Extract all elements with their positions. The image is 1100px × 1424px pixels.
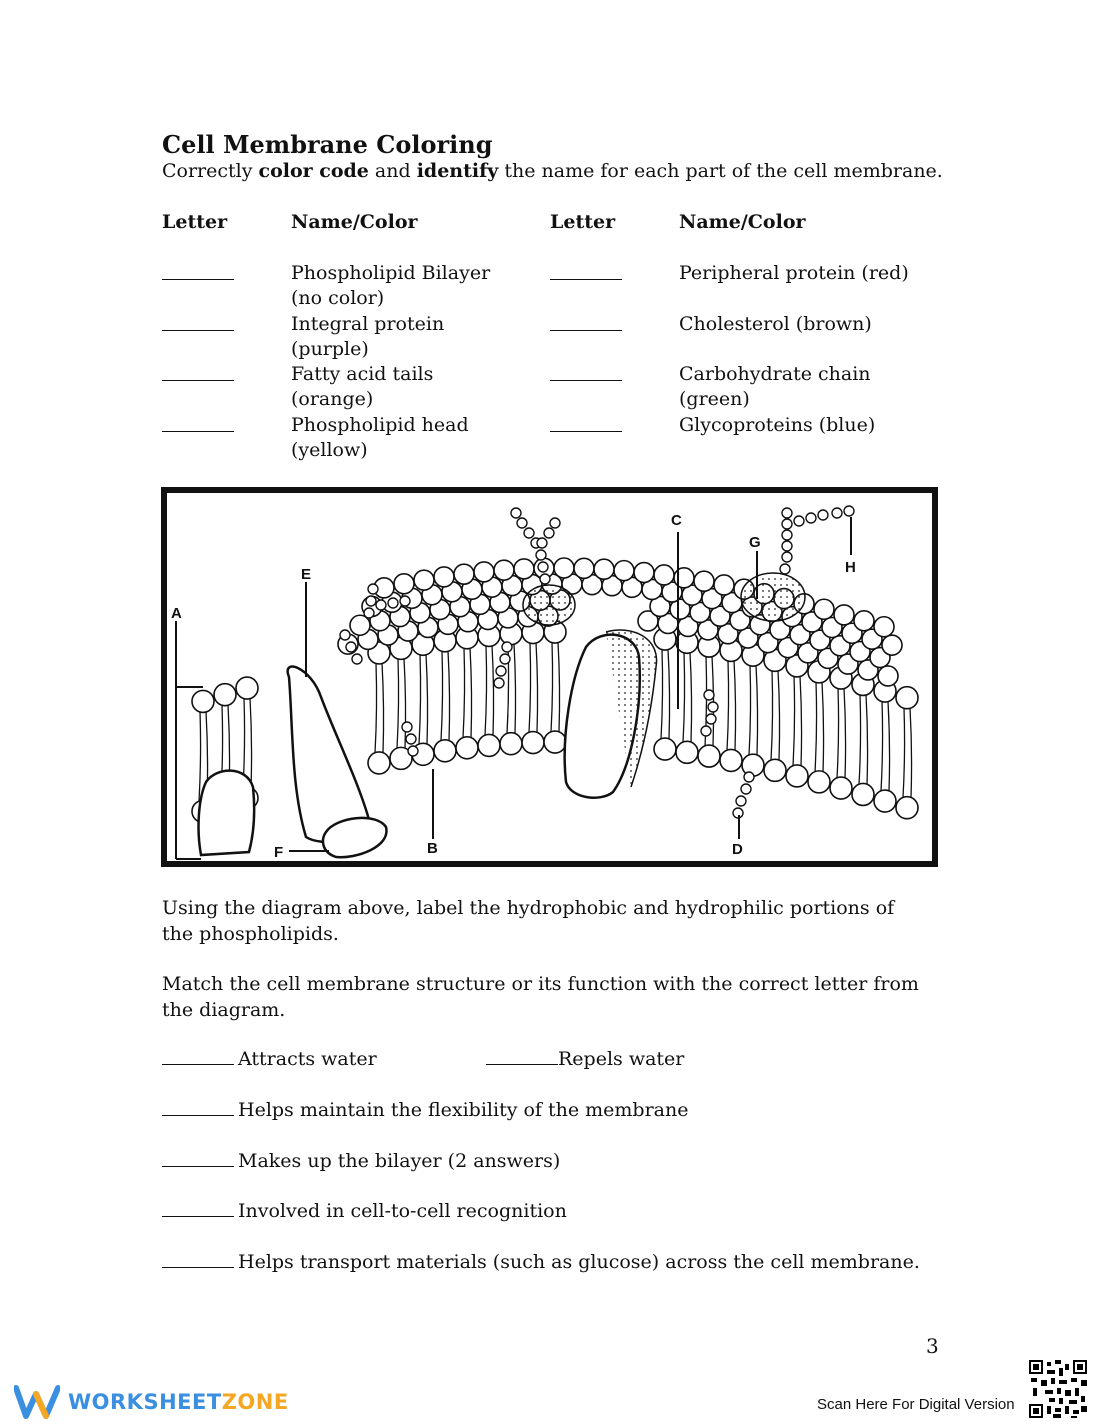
question-row: Involved in cell-to-cell recognition	[162, 1198, 567, 1224]
label-b: B	[427, 840, 438, 857]
table-row: Cholesterol (brown)	[679, 313, 872, 335]
hydro-instruction: Using the diagram above, label the hydrophobic and hydrophilic portions of the phospholipids.	[162, 897, 895, 945]
table-row: Carbohydrate chain (green)	[679, 363, 871, 410]
label-g: G	[749, 534, 761, 551]
qr-code-icon[interactable]	[1029, 1360, 1087, 1418]
label-e: E	[301, 566, 312, 583]
answer-blank[interactable]	[550, 312, 622, 335]
answer-blank[interactable]	[162, 261, 234, 284]
label-f: F	[274, 844, 284, 861]
answer-blank[interactable]	[162, 1046, 234, 1065]
answer-blank[interactable]	[486, 1046, 558, 1065]
header-letter-right: Letter	[550, 211, 616, 233]
scan-text: Scan Here For Digital Version	[817, 1396, 1015, 1413]
page-title: Cell Membrane Coloring	[162, 130, 493, 159]
brand-logo[interactable]	[14, 1382, 289, 1422]
worksheetzone-logo-icon	[14, 1384, 60, 1420]
answer-blank[interactable]	[162, 1198, 234, 1217]
answer-blank[interactable]	[162, 1148, 234, 1167]
question-row: Repels water	[486, 1046, 684, 1072]
page-number: 3	[926, 1334, 939, 1358]
answer-blank[interactable]	[162, 362, 234, 385]
table-row: Glycoproteins (blue)	[679, 414, 876, 436]
label-c: C	[671, 512, 682, 529]
match-instruction: Match the cell membrane structure or its function with the correct letter from the diagram.	[162, 973, 919, 1021]
question-row: Helps transport materials (such as glucose) across the cell membrane.	[162, 1249, 920, 1275]
table-row: Peripheral protein (red)	[679, 262, 909, 284]
brand-name-part2: ZONE	[221, 1390, 289, 1414]
label-a: A	[171, 605, 182, 622]
header-name-left: Name/Color	[291, 211, 418, 233]
question-row: Attracts water	[162, 1046, 377, 1072]
header-letter-left: Letter	[162, 211, 228, 233]
table-row: Phospholipid head (yellow)	[291, 414, 469, 461]
question-row: Helps maintain the flexibility of the membrane	[162, 1097, 688, 1123]
answer-blank[interactable]	[162, 1097, 234, 1116]
answer-blank[interactable]	[162, 312, 234, 335]
protein-left-lower	[199, 771, 255, 855]
cell-membrane-diagram	[161, 487, 938, 867]
glycoprotein	[741, 573, 805, 621]
answer-blank[interactable]	[550, 261, 622, 284]
label-d: D	[732, 841, 743, 858]
table-row: Phospholipid Bilayer (no color)	[291, 262, 491, 309]
glycoprotein	[523, 585, 575, 625]
header-name-right: Name/Color	[679, 211, 806, 233]
table-row: Integral protein (purple)	[291, 313, 445, 360]
table-row: Fatty acid tails (orange)	[291, 363, 434, 410]
question-row: Makes up the bilayer (2 answers)	[162, 1148, 560, 1174]
instructions: Correctly color code and identify the name for each part of the cell membrane.	[162, 160, 943, 182]
label-h: H	[845, 559, 856, 576]
answer-blank[interactable]	[162, 413, 234, 436]
brand-name-part1: WORKSHEET	[68, 1390, 222, 1414]
answer-blank[interactable]	[162, 1249, 234, 1268]
answer-blank[interactable]	[550, 362, 622, 385]
answer-blank[interactable]	[550, 413, 622, 436]
